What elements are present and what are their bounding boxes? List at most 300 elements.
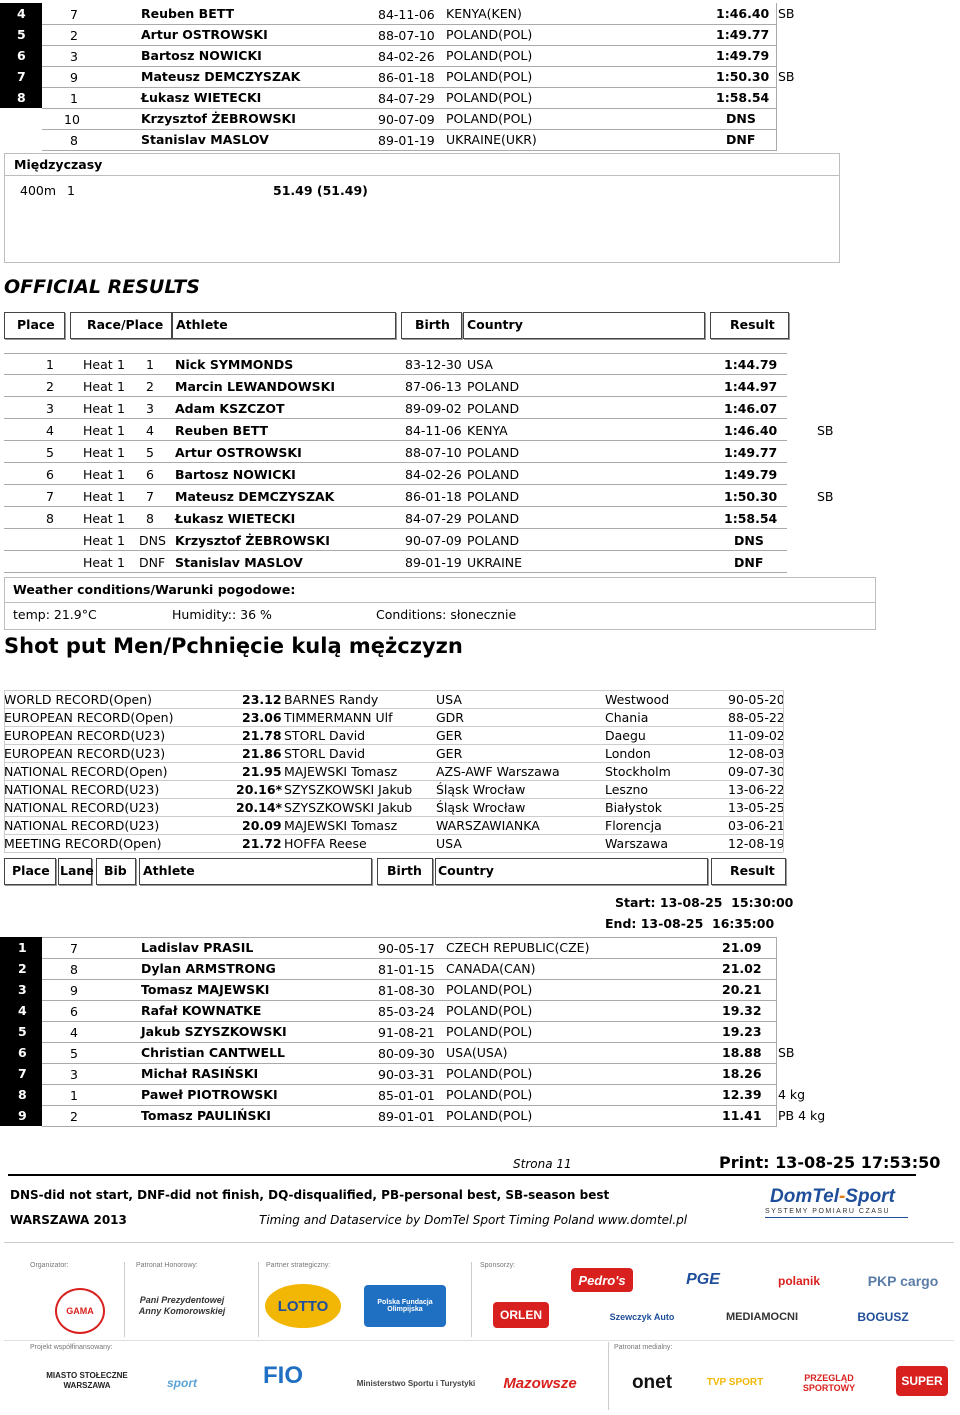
mediamocni-logo-text: MEDIAMOCNI [725,1311,799,1323]
place-number: 5 [17,27,26,42]
place-number: 3 [46,401,54,416]
orlen-logo-text: ORLEN [500,1308,542,1322]
result-value: DNS [726,111,756,126]
row-divider [4,462,787,463]
birth-date: 84-02-26 [378,49,435,64]
heat-label: Heat [83,555,113,570]
place-number: 1 [18,940,27,955]
timing-credit: Timing and Dataservice by DomTel Sport Timing Poland www.domtel.pl [259,1213,688,1227]
country-name: KENYA [467,423,508,438]
fio-logo [240,1352,326,1400]
birth-date: 91-08-21 [378,1025,435,1040]
athlete-name: Bartosz NOWICKI [175,467,296,482]
athlete-name: Mateusz DEMCZYSZAK [141,69,301,84]
record-country: GDR [436,710,464,725]
heat-number: 1 [117,555,125,570]
fio-logo-text: FIO [263,1362,303,1389]
domtel-tagline: SYSTEMY POMIARU CZASU [765,1208,891,1215]
race-place: 8 [146,511,154,526]
race-place: 2 [146,379,154,394]
row-divider [42,45,777,46]
record-holder: SZYSZKOWSKI Jakub [284,782,413,797]
record-venue: Chania [605,710,649,725]
record-holder: TIMMERMANN Ulf [284,710,393,725]
przeglad-logo-text: PRZEGLĄD SPORTOWY [802,1373,856,1393]
record-mark: 23.12 [242,692,282,707]
country-name: POLAND [467,467,520,482]
result-value: 1:49.79 [716,48,770,63]
row-divider [42,979,777,980]
note-badge: SB [817,423,834,438]
szewczyk-logo-text: Szewczyk Auto [609,1312,675,1322]
athlete-name: Łukasz WIETECKI [141,90,262,105]
records-border [783,690,784,852]
birth-date: 84-07-29 [405,511,462,526]
place-number: 4 [46,423,54,438]
header-race-label: Race/Place [87,317,164,332]
record-country: Śląsk Wrocław [436,782,526,797]
result-value: 1:58.54 [716,90,770,105]
row-divider [4,834,783,835]
athlete-name: Nick SYMMONDS [175,357,294,372]
result-value: 21.09 [722,940,762,955]
record-holder: STORL David [284,728,366,743]
lane-number: 3 [70,1067,78,1082]
heat-number: 1 [117,445,125,460]
pge-logo [668,1266,738,1294]
event-title: Shot put Men/Pchnięcie kulą mężczyzn [4,634,463,658]
lane-number: 9 [70,983,78,998]
place-number: 4 [18,1003,27,1018]
birth-date: 90-07-09 [405,533,462,548]
result-value: 11.41 [722,1108,762,1123]
splits-label: Międzyczasy [14,157,103,172]
row-divider [4,762,783,763]
result-value: DNF [734,555,764,570]
place-number: 3 [18,982,27,997]
result-value: 19.23 [722,1024,762,1039]
records-top [4,690,783,691]
row-divider [4,484,787,485]
row-divider [42,87,777,88]
record-mark: 23.06 [242,710,282,725]
record-venue: Białystok [605,800,662,815]
heat-label: Heat [83,467,113,482]
result-value: DNF [726,132,756,147]
athlete-name: Rafał KOWNATKE [141,1003,262,1018]
birth-date: 81-08-30 [378,983,435,998]
row-divider [4,506,787,507]
row-divider [42,24,777,25]
country-name: POLAND(POL) [446,1024,533,1039]
record-country: AZS-AWF Warszawa [436,764,560,779]
country-name: POLAND [467,511,520,526]
heat-label: Heat [83,489,113,504]
country-name: KENYA(KEN) [446,6,522,21]
country-name: UKRAINE(UKR) [446,132,537,147]
lane-number: 7 [70,941,78,956]
row-divider [42,1126,777,1127]
row-divider [42,1042,777,1043]
country-name: POLAND [467,401,520,416]
pge-logo-text: PGE [686,1271,720,1288]
lane-number: 8 [70,962,78,977]
pkn-logo-text: Polska Fundacja Olimpijska [377,1299,433,1313]
record-date: 09-07-30 [728,764,785,779]
organizer-label: Organizator: [30,1262,69,1269]
birth-date: 89-09-02 [405,401,462,416]
header-athlete-label: Athlete [176,317,228,332]
sp-header-athlete-label: Athlete [143,863,195,878]
record-type: NATIONAL RECORD(U23) [4,782,160,797]
record-date: 90-05-20 [728,692,785,707]
note-badge: SB [778,1045,795,1060]
onet-logo [620,1366,684,1400]
athlete-name: Reuben BETT [141,6,235,21]
birth-date: 90-05-17 [378,941,435,956]
row-divider [42,66,777,67]
lane-number: 2 [70,1109,78,1124]
lane-number: 10 [64,112,80,127]
heat-label: Heat [83,445,113,460]
birth-date: 89-01-19 [378,133,435,148]
partner-label: Partner strategiczny: [266,1262,331,1269]
country-name: UKRAINE [467,555,523,570]
birth-date: 85-03-24 [378,1004,435,1019]
athlete-name: Dylan ARMSTRONG [141,961,276,976]
athlete-name: Mateusz DEMCZYSZAK [175,489,335,504]
record-type: NATIONAL RECORD(U23) [4,800,160,815]
record-country: GER [436,746,463,761]
place-number: 5 [18,1024,27,1039]
record-date: 12-08-03 [728,746,785,761]
record-country: WARSZAWIANKA [436,818,540,833]
weather-label: Weather conditions/Warunki pogodowe: [13,582,296,597]
athlete-name: Artur OSTROWSKI [141,27,268,42]
row-divider [4,572,787,573]
lane-number: 2 [70,28,78,43]
bogusz-logo [847,1304,919,1330]
lane-number: 9 [70,70,78,85]
row-divider [4,726,783,727]
birth-date: 87-06-13 [405,379,462,394]
place-number: 9 [18,1108,27,1123]
result-value: 21.02 [722,961,762,976]
lane-number: 1 [70,91,78,106]
record-mark: 21.95 [242,764,282,779]
result-value: 20.21 [722,982,762,997]
sp-header-result-label: Result [730,863,775,878]
heat-number: 1 [117,379,125,394]
pedros-logo-text: Pedro's [578,1272,626,1288]
country-name: POLAND(POL) [446,1003,533,1018]
heat-label: Heat [83,533,113,548]
media-label: Patronat medialny: [614,1344,673,1351]
weather-conditions: Conditions: słonecznie [376,607,517,622]
abbrev-legend: DNS-did not start, DNF-did not finish, DQ-disqualified, PB-personal best, SB-season best [10,1188,610,1202]
place-number: 7 [17,69,26,84]
record-date: 13-06-22 [728,782,785,797]
place-number: 2 [18,961,27,976]
row-divider [4,528,787,529]
table-top-rule [4,353,787,354]
country-name: POLAND(POL) [446,111,533,126]
row-divider [4,744,783,745]
row-divider [42,1063,777,1064]
lane-number: 1 [70,1088,78,1103]
result-value: DNS [734,533,764,548]
mazowsze-logo [488,1366,592,1400]
place-number: 1 [46,357,54,372]
race-place: 4 [146,423,154,438]
result-column-edge [776,3,777,150]
bogusz-logo-text: BOGUSZ [857,1310,909,1324]
birth-date: 88-07-10 [405,445,462,460]
note-badge: SB [778,69,795,84]
domtel-logo-sep: - [838,1186,846,1207]
result-value: 1:58.54 [724,511,778,526]
sport-logo-text: sport [167,1376,197,1390]
place-number: 6 [17,48,26,63]
warszawa-logo [38,1360,136,1402]
tvp-logo [702,1364,768,1400]
superexpress-logo [896,1366,948,1396]
country-name: POLAND(POL) [446,90,533,105]
record-type: EUROPEAN RECORD(Open) [4,710,174,725]
birth-date: 84-02-26 [405,467,462,482]
record-mark: 20.16* [236,782,283,797]
record-type: NATIONAL RECORD(Open) [4,764,168,779]
row-divider [4,396,787,397]
heat-label: Heat [83,379,113,394]
result-value: 1:44.97 [724,379,778,394]
race-place: 5 [146,445,154,460]
race-place: DNF [139,555,166,570]
mediamocni-logo [708,1306,816,1328]
lane-number: 8 [70,133,78,148]
city-year: WARSZAWA 2013 [10,1213,127,1227]
record-holder: MAJEWSKI Tomasz [284,764,398,779]
result-value: 1:44.79 [724,357,778,372]
birth-date: 85-01-01 [378,1088,435,1103]
record-mark: 20.14* [236,800,283,815]
heat-number: 1 [117,489,125,504]
place-number: 8 [17,90,26,105]
polanik-logo-text: polanik [777,1274,820,1288]
sp-header-country-label: Country [438,863,494,878]
place-number: 7 [18,1066,27,1081]
country-name: POLAND(POL) [446,982,533,997]
country-name: POLAND [467,379,520,394]
heat-number: 1 [117,533,125,548]
lane-number: 6 [70,1004,78,1019]
row-divider [42,1000,777,1001]
heat-number: 1 [117,423,125,438]
place-number: 8 [46,511,54,526]
splits-box [4,153,840,263]
heat-number: 1 [117,467,125,482]
birth-date: 90-03-31 [378,1067,435,1082]
country-name: POLAND(POL) [446,27,533,42]
pedros-logo [571,1268,633,1292]
patronage-logo-text: Pani Prezydentowej Anny Komorowskiej [138,1295,226,1316]
note-badge: PB 4 kg [778,1108,826,1123]
record-holder: HOFFA Reese [284,836,367,851]
birth-date: 86-01-18 [378,70,435,85]
lotto-logo [265,1284,341,1328]
country-name: POLAND(POL) [446,48,533,63]
athlete-name: Ladislav PRASIL [141,940,254,955]
header-birth-label: Birth [415,317,450,332]
athlete-name: Krzysztof ŻEBROWSKI [141,111,296,126]
header-country-label: Country [467,317,523,332]
orlen-logo [493,1302,549,1328]
row-divider [42,108,777,109]
row-divider [42,958,777,959]
row-divider [42,1084,777,1085]
result-value: 18.26 [722,1066,762,1081]
heat-number: 1 [117,511,125,526]
row-divider [4,816,783,817]
country-name: POLAND(POL) [446,69,533,84]
row-divider [42,1021,777,1022]
country-name: CANADA(CAN) [446,961,536,976]
athlete-name: Tomasz MAJEWSKI [141,982,270,997]
sp-header-place-label: Place [12,863,50,878]
place-number: 4 [17,6,26,21]
pkp-logo-text: PKP cargo [867,1273,939,1289]
race-place: DNS [139,533,166,548]
szewczyk-logo [598,1306,686,1328]
record-venue: Daegu [605,728,646,743]
country-name: POLAND(POL) [446,1108,533,1123]
record-country: USA [436,692,462,707]
country-name: POLAND(POL) [446,1066,533,1081]
heat-label: Heat [83,423,113,438]
result-value: 12.39 [722,1087,762,1102]
record-holder: SZYSZKOWSKI Jakub [284,800,413,815]
row-divider [4,708,783,709]
heat-label: Heat [83,401,113,416]
record-type: NATIONAL RECORD(U23) [4,818,160,833]
athlete-name: Christian CANTWELL [141,1045,286,1060]
athlete-name: Jakub SZYSZKOWSKI [141,1024,287,1039]
mazowsze-logo-text: Mazowsze [503,1374,577,1392]
przeglad-logo [788,1364,870,1402]
race-place: 3 [146,401,154,416]
record-venue: Leszno [605,782,649,797]
pkn-logo [364,1285,446,1327]
row-divider [42,1105,777,1106]
record-holder: MAJEWSKI Tomasz [284,818,398,833]
result-value: 1:49.77 [724,445,778,460]
athlete-name: Paweł PIOTROWSKI [141,1087,278,1102]
place-number: 8 [18,1087,27,1102]
result-value: 1:50.30 [716,69,770,84]
birth-date: 84-11-06 [378,7,435,22]
heat-label: Heat [83,357,113,372]
sponsors-label: Sponsorzy: [480,1262,516,1269]
record-country: Śląsk Wrocław [436,800,526,815]
country-name: CZECH REPUBLIC(CZE) [446,940,590,955]
record-type: MEETING RECORD(Open) [4,836,162,851]
place-number: 6 [46,467,54,482]
row-divider [4,852,783,853]
athlete-name: Reuben BETT [175,423,269,438]
birth-date: 84-11-06 [405,423,462,438]
record-country: USA [436,836,462,851]
record-date: 03-06-21 [728,818,785,833]
record-type: EUROPEAN RECORD(U23) [4,746,166,761]
lane-number: 3 [70,49,78,64]
race-place: 6 [146,467,154,482]
sp-header-birth-label: Birth [387,863,422,878]
heat-number: 1 [117,401,125,416]
onet-logo-text: onet [631,1372,673,1393]
superexpress-logo-text: SUPER [901,1374,943,1388]
place-number: 6 [18,1045,27,1060]
record-date: 88-05-22 [728,710,785,725]
row-divider [4,550,787,551]
row-divider [42,150,777,151]
patronage-logo [132,1288,232,1324]
place-number: 2 [46,379,54,394]
result-value: 1:46.40 [716,6,770,21]
heat-number: 1 [117,357,125,372]
domtel-logo [770,1186,895,1208]
record-holder: BARNES Randy [284,692,379,707]
record-venue: London [605,746,651,761]
gama-logo [55,1288,105,1334]
birth-date: 83-12-30 [405,357,462,372]
country-name: USA [467,357,493,372]
record-date: 12-08-19 [728,836,785,851]
end-time: End: 13-08-25 16:35:00 [605,916,775,931]
result-value: 1:49.77 [716,27,770,42]
country-name: POLAND [467,445,520,460]
country-name: POLAND(POL) [446,1087,533,1102]
record-holder: STORL David [284,746,366,761]
row-divider [4,780,783,781]
page-number: Strona 11 [513,1157,572,1171]
birth-date: 89-01-19 [405,555,462,570]
birth-date: 90-07-09 [378,112,435,127]
place-number: 7 [46,489,54,504]
pkp-logo [850,1268,956,1294]
athlete-name: Bartosz NOWICKI [141,48,262,63]
lane-number: 7 [70,7,78,22]
place-number: 5 [46,445,54,460]
result-value: 18.88 [722,1045,762,1060]
athlete-name: Stanislav MASLOV [141,132,269,147]
record-type: WORLD RECORD(Open) [4,692,153,707]
country-name: USA(USA) [446,1045,508,1060]
athlete-name: Stanislav MASLOV [175,555,303,570]
lane-number: 5 [70,1046,78,1061]
row-divider [4,798,783,799]
split-time: 51.49 (51.49) [273,183,368,198]
gama-logo-text: GAMA [66,1306,94,1316]
sp-header-bib-label: Bib [104,863,127,878]
athlete-name: Michał RASIŃSKI [141,1066,259,1081]
table-top-rule [42,937,777,938]
header-result-label: Result [730,317,775,332]
record-type: EUROPEAN RECORD(U23) [4,728,166,743]
sp-header-lane-label: Lane [60,863,94,878]
lane-number: 4 [70,1025,78,1040]
country-name: POLAND [467,533,520,548]
header-place-label: Place [17,317,55,332]
